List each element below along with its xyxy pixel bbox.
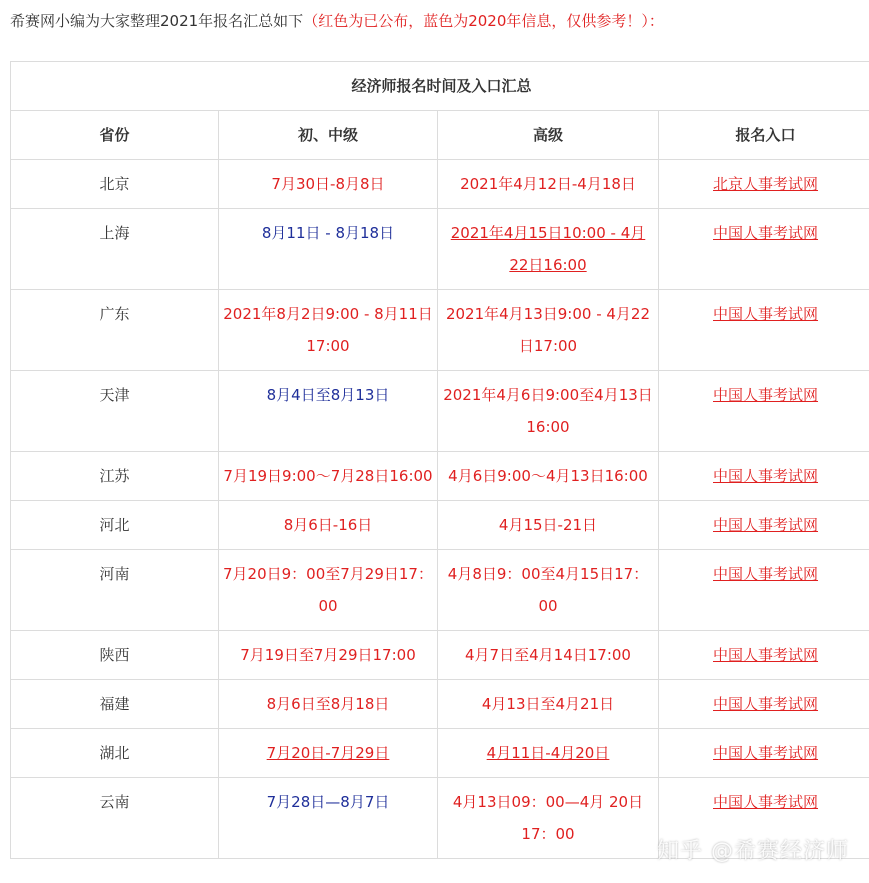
junior-date-cell: 8月11日 - 8月18日 <box>219 209 438 290</box>
header-province: 省份 <box>11 111 219 160</box>
entry-cell <box>659 371 869 452</box>
entry-cell <box>659 209 869 290</box>
junior-date-cell: 7月20日9：00至7月29日17：00 <box>219 550 438 631</box>
province-cell: 广东 <box>11 290 219 371</box>
senior-date-cell: 4月8日9：00至4月15日17：00 <box>438 550 659 631</box>
junior-date-cell: 8月6日-16日 <box>219 501 438 550</box>
table-row <box>11 501 869 550</box>
entry-cell <box>659 290 869 371</box>
table-row <box>11 452 869 501</box>
entry-cell <box>659 680 869 729</box>
table-row <box>11 550 869 631</box>
province-cell: 福建 <box>11 680 219 729</box>
province-cell: 河北 <box>11 501 219 550</box>
senior-date-cell: 4月13日至4月21日 <box>438 680 659 729</box>
senior-date-cell: 4月6日9:00～4月13日16:00 <box>438 452 659 501</box>
junior-date-cell: 7月28日—8月7日 <box>219 778 438 859</box>
watermark: 知乎 @希赛经济师 <box>657 839 849 864</box>
senior-date-cell: 2021年4月13日9:00 - 4月22日17:00 <box>438 290 659 371</box>
table-row <box>11 290 869 371</box>
registration-link[interactable]: 中国人事考试网 <box>713 386 819 404</box>
registration-link[interactable]: 中国人事考试网 <box>713 565 819 583</box>
senior-date-cell: 4月11日-4月20日 <box>438 729 659 778</box>
senior-date-cell: 2021年4月12日-4月18日 <box>438 160 659 209</box>
intro-line <box>10 10 664 32</box>
intro-text: 希赛网小编为大家整理2021年报名汇总如下 <box>10 12 304 30</box>
entry-cell <box>659 452 869 501</box>
junior-date-cell: 7月19日9:00～7月28日16:00 <box>219 452 438 501</box>
intro-note: （红色为已公布，蓝色为2020年信息，仅供参考！）： <box>303 12 664 30</box>
province-cell: 陕西 <box>11 631 219 680</box>
senior-date-cell: 4月13日09：00—4月 20日 17：00 <box>438 778 659 859</box>
senior-date-cell: 4月7日至4月14日17:00 <box>438 631 659 680</box>
senior-date-cell: 2021年4月6日9:00至4月13日16:00 <box>438 371 659 452</box>
header-senior: 高级 <box>438 111 659 160</box>
registration-link[interactable]: 北京人事考试网 <box>713 175 819 193</box>
junior-date-cell: 7月19日至7月29日17:00 <box>219 631 438 680</box>
province-cell: 江苏 <box>11 452 219 501</box>
senior-date-cell: 4月15日-21日 <box>438 501 659 550</box>
table-row <box>11 209 869 290</box>
registration-link[interactable]: 中国人事考试网 <box>713 467 819 485</box>
junior-date-cell: 8月4日至8月13日 <box>219 371 438 452</box>
province-cell: 北京 <box>11 160 219 209</box>
table-title: 经济师报名时间及入口汇总 <box>11 62 869 111</box>
table-row <box>11 729 869 778</box>
table-row <box>11 371 869 452</box>
table-row <box>11 631 869 680</box>
province-cell: 河南 <box>11 550 219 631</box>
registration-link[interactable]: 中国人事考试网 <box>713 224 819 242</box>
province-cell: 湖北 <box>11 729 219 778</box>
registration-link[interactable]: 中国人事考试网 <box>713 793 819 811</box>
entry-cell <box>659 631 869 680</box>
entry-cell <box>659 729 869 778</box>
province-cell: 上海 <box>11 209 219 290</box>
header-entry: 报名入口 <box>659 111 869 160</box>
table-row <box>11 160 869 209</box>
junior-date-cell: 2021年8月2日9:00 - 8月11日17:00 <box>219 290 438 371</box>
junior-date-cell: 7月20日-7月29日 <box>219 729 438 778</box>
header-junior: 初、中级 <box>219 111 438 160</box>
junior-date-cell: 7月30日-8月8日 <box>219 160 438 209</box>
table-row <box>11 680 869 729</box>
registration-link[interactable]: 中国人事考试网 <box>713 646 819 664</box>
registration-link[interactable]: 中国人事考试网 <box>713 744 819 762</box>
table-body <box>11 160 869 859</box>
entry-cell <box>659 550 869 631</box>
province-cell: 云南 <box>11 778 219 859</box>
registration-link[interactable]: 中国人事考试网 <box>713 516 819 534</box>
registration-table <box>10 61 869 859</box>
entry-cell <box>659 160 869 209</box>
junior-date-cell: 8月6日至8月18日 <box>219 680 438 729</box>
registration-link[interactable]: 中国人事考试网 <box>713 305 819 323</box>
entry-cell <box>659 501 869 550</box>
registration-link[interactable]: 中国人事考试网 <box>713 695 819 713</box>
province-cell: 天津 <box>11 371 219 452</box>
senior-date-cell: 2021年4月15日10:00 - 4月22日16:00 <box>438 209 659 290</box>
